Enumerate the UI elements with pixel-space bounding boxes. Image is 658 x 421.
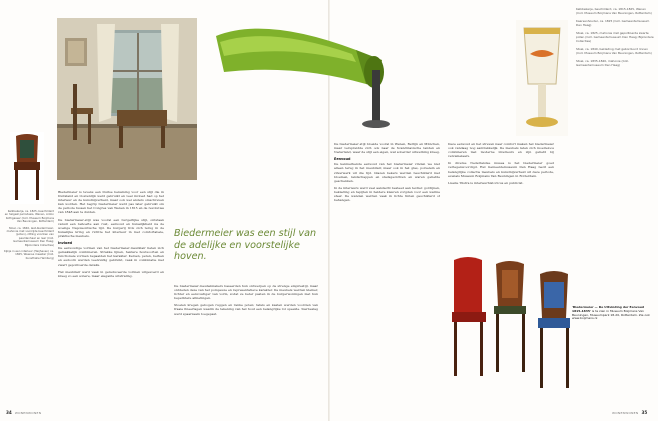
interior-painting-image bbox=[57, 18, 197, 180]
right-caption-4: Stoel, ca. 1840, bekleding met geborduurd linnen (Coll. Museum Boijmans Van Beuningen, Rotterdam) bbox=[576, 47, 652, 55]
left-folio-label: WONENWONEN bbox=[14, 411, 42, 415]
right-folio-label: WONENWONEN bbox=[612, 411, 639, 415]
left-folio bbox=[6, 410, 41, 415]
left-caption-3: Kijkje in een interieur (Heijhaven) ca. 1825, Weense meester (Coll. Kunsthalle Hamburg) bbox=[4, 249, 54, 260]
left-text-column-1 bbox=[58, 190, 164, 402]
right-page-number: 35 bbox=[641, 410, 648, 415]
pull-quote: Biedermeier was een stijl van de adelijke en voorstelijke hoven. bbox=[174, 228, 317, 262]
left-col1-paragraph-4: Het meubilair werd vaak in gereduceerde vormen uitgevoerd en kreeg zo een sobere, maar elegante uitstraling. bbox=[58, 269, 164, 278]
left-col1-paragraph-3: De eenvoudige vormen van het biedermeier-meubilair lieten zich gemakkelijk combineren. Strakke lijnen, heldere houtsoorten en functionele vormen bepaalden het karakter. Kersen, peren, berken en esdoorn werden veelvuldig gebruikt, vaak in combinatie met zwart gepolitoerde details. bbox=[58, 246, 164, 267]
small-chair-image bbox=[10, 132, 44, 204]
left-page-number: 34 bbox=[6, 410, 12, 415]
left-col1-paragraph-2: De biedermeier-stijl was vooral een burgerlijke stijl, ontstaan vanuit een behoefte aan rust, eenvoud en huiselijkheid na de woelige Napoleontische tijd. De burgerij trok zich terug in de huiselijke kring en richtte het interieur in met comfortabele, praktische meubels. bbox=[58, 217, 164, 238]
left-col1-heading: Invloed bbox=[58, 241, 73, 246]
left-captions bbox=[4, 210, 54, 263]
glass-photo bbox=[516, 20, 568, 136]
exhibition-caption-text: is te zien in Museum Boijmans Van Beuningen, Museumpark 18-20, Rotterdam. Zie ook www.boijmans.nl bbox=[572, 308, 650, 321]
glass-image bbox=[516, 20, 568, 136]
left-caption-2: Stoel, ca. 1840, laat-biedermeier, mahonie met voorzijde beschilderd (poten), zitting voorzien van paardenhaar en leer (Coll. Gemeentemuseum Den Haag; Bijzondere Collecties) bbox=[6, 225, 54, 247]
small-chair-photo bbox=[10, 132, 44, 204]
right-caption-1: Kelkbekerje, beschilderd, ca. 1815-1825, Wenen (Coll. Museum Boijmans Van Beuningen, Rotterdam) bbox=[576, 7, 652, 15]
right-caption-2: Kaarsenhouder, ca. 1825 (Coll. Gemeentemuseum Den Haag) bbox=[576, 19, 650, 27]
chairs-image bbox=[448, 254, 574, 404]
green-object-image bbox=[206, 14, 392, 132]
right-captions bbox=[576, 8, 654, 73]
right-col2-paragraph-2: In diverse Nederlandse musea is het biedermeier goed vertegenwoordigd. Het Gemeentemuseum Den Haag bezit een belangrijke collectie meubels en kunstnijverheid uit deze periode, evenals Museum Boijmans Van Beuningen in Rotterdam. bbox=[448, 161, 554, 178]
left-col2-paragraph-1: De biedermeier-meubelmakers baseerden hun ontwerpen op de strenge empirestijl, maar ontdeden deze van het pompeuze en representatieve karakter. De meubels werden kleiner, lichter en eenvoudiger van vorm, zodat ze beter pasten in de burgerwoningen met hun beperktere afmetingen. bbox=[174, 284, 318, 301]
exhibition-caption-title: 'Biedermeier — De Uitvinding der Eenvoud 1815-1835' bbox=[572, 305, 645, 313]
right-caption-3: Stoel, ca. 1825, mahonie met gepolitoerde zwarte poten (Coll. Gemeentemuseum Den Haag; Bijzondere Collecties) bbox=[576, 31, 654, 43]
right-text-column-1 bbox=[334, 142, 440, 404]
right-folio bbox=[612, 410, 647, 415]
right-caption-5: Stoel, ca. 1835-1840, mahonie (Coll. Gemeentemuseum Den Haag) bbox=[576, 59, 629, 67]
right-col2-paragraph-1: Deze eenvoud en het streven naar comfort maken het biedermeier ook vandaag nog aantrekkelijk. De meubels laten zich moeiteloos combineren met moderne interieurs en zijn geliefd bij verzamelaars. bbox=[448, 142, 554, 159]
interior-painting-photo bbox=[57, 18, 197, 180]
right-col1-paragraph-3: In de interieurs werd veel aandacht besteed aan textiel: gordijnen, bekleding en tapijten in heldere kleuren zorgden voor een warme sfeer. De wanden werden vaak in lichte tinten geschilderd of behangen. bbox=[334, 185, 440, 203]
left-text-column-2 bbox=[174, 284, 318, 402]
right-col1-paragraph-2: De kenmerkende eenvoud van het biedermeier vinden we niet alleen terug in het meubilair, maar ook in het glas, porselein en zilverwerk uit die tijd. Glazen bekers werden beschilderd met bloemen, landschappen en stadsgezichten en waren geliefde geschenken. bbox=[334, 162, 440, 183]
left-col2-paragraph-2: Stoelen kregen gebogen ruggen en ranke poten; tafels en kasten werden voorzien van fraaie fineerlagen waarin de tekening van het hout een belangrijke rol speelde. Sierbeslag werd spaarzaam toegepast. bbox=[174, 303, 318, 316]
left-col1-paragraph-1: Biedermeier is tevens een Duitse benaming voor een stijl die in Duitsland en Oostenrijk werd gebruikt en veel invloed had op het interieur en de kunstnijverheid, maar ook wel anders omschreven kan worden. Het begrip biedermeier werd pas later gebruikt om de periode tussen het Congres van Wenen in 1815 en de revoluties van 1848 aan te duiden. bbox=[58, 190, 164, 215]
exhibition-caption bbox=[572, 306, 654, 321]
right-col1-heading: Eenvoud bbox=[334, 157, 351, 162]
right-col2-credit: Liselle Tilstra is interieurhistoricus en publicist. bbox=[448, 180, 524, 185]
green-object-photo bbox=[206, 14, 392, 132]
left-caption-1: Kelkbekerje, ca. 1825, beschilderd en helgeël periodesis, Wenen, Anton Kothgasser (Coll. Museum Boijmans Van Beuningen, Rotterdam) bbox=[4, 209, 54, 224]
chairs-photo bbox=[448, 254, 574, 404]
right-col1-paragraph-1: De biedermeier-stijl bloeide vooral in Wenen, Berlijn en München, maar verspreidde zich ook naar de Scandinavische landen en Nederland, waar de stijl een eigen, wat soberder uitwerking kreeg. bbox=[334, 142, 440, 155]
right-text-column-2 bbox=[448, 142, 554, 246]
